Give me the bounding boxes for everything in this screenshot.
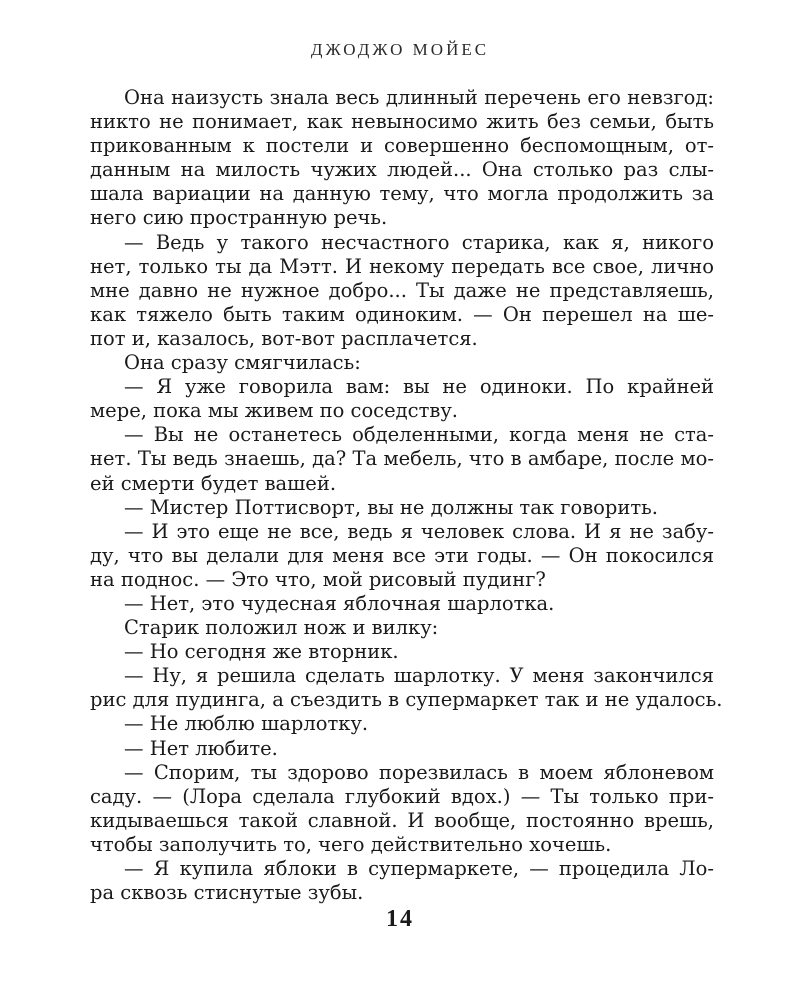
running-head: ДЖОДЖО МОЙЕС (310, 40, 490, 59)
text-line: кидываешься такой славной. И вообще, постоянно врешь, (90, 808, 714, 832)
text-line: на поднос. — Это что, мой рисовый пудинг? (90, 567, 546, 591)
text-line: — Не люблю шарлотку. (124, 712, 369, 736)
text-line: шала вариации на данную тему, что могла продолжить за (90, 182, 714, 206)
text-line: — Я купила яблоки в супермаркете, — процедила Ло- (124, 857, 714, 880)
text-line: ра сквозь стиснутые зубы. (90, 881, 364, 905)
body-text (90, 86, 723, 905)
text-line: Старик положил нож и вилку: (124, 616, 439, 640)
text-line: пот и, казалось, вот-вот расплачется. (90, 326, 478, 350)
text-line: мне давно не нужное добро... Ты даже не представляешь, (90, 278, 714, 302)
text-line: — Ну, я решила сделать шарлотку. У меня закончился (124, 664, 714, 688)
text-line: — Мистер Поттисворт, вы не должны так говорить. (124, 495, 658, 519)
text-line: — Ведь у такого несчастного старика, как я, никого (124, 230, 714, 254)
text-line: прикованным к постели и совершенно беспомощным, от- (90, 134, 714, 158)
text-line: рис для пудинга, а съездить в супермаркет так и не удалось. (90, 688, 723, 712)
text-line: — Но сегодня же вторник. (124, 640, 399, 664)
text-line: как тяжело быть таким одиноким. — Он перешел на ше- (90, 302, 714, 326)
text-line: данным на милость чужих людей... Она столько раз слы- (90, 158, 714, 182)
text-line: нет. Ты ведь знаешь, да? Та мебель, что в амбаре, после мо- (90, 447, 714, 471)
text-line: — Нет любите. (124, 736, 278, 760)
text-line: — И это еще не все, ведь я человек слова. И я не забу- (124, 519, 714, 543)
text-line: — Спорим, ты здорово порезвилась в моем яблоневом (124, 760, 714, 784)
text-line: саду. — (Лора сделала глубокий вдох.) — Ты только при- (90, 784, 714, 808)
text-line: — Нет, это чудесная яблочная шарлотка. (124, 591, 555, 615)
text-line: никто не понимает, как невыносимо жить без семьи, быть (90, 110, 714, 134)
text-line: ей смерти будет вашей. (90, 471, 337, 495)
text-line: нет, только ты да Мэтт. И некому передать все свое, лично (90, 254, 714, 278)
text-line: Она сразу смягчилась: (124, 351, 361, 375)
text-line: — Я уже говорила вам: вы не одиноки. По крайней (124, 375, 714, 399)
text-line: Она наизусть знала весь длинный перечень его невзгод: (124, 86, 714, 109)
text-line: него сию пространную речь. (90, 206, 388, 230)
text-line: ду, что вы делали для меня все эти годы. — Он покосился (90, 543, 714, 567)
page-number: 14 (386, 906, 414, 932)
text-line: мере, пока мы живем по соседству. (90, 399, 459, 423)
text-line: чтобы заполучить то, чего действительно хочешь. (90, 832, 612, 856)
text-line: — Вы не останетесь обделенными, когда меня не ста- (124, 423, 714, 447)
